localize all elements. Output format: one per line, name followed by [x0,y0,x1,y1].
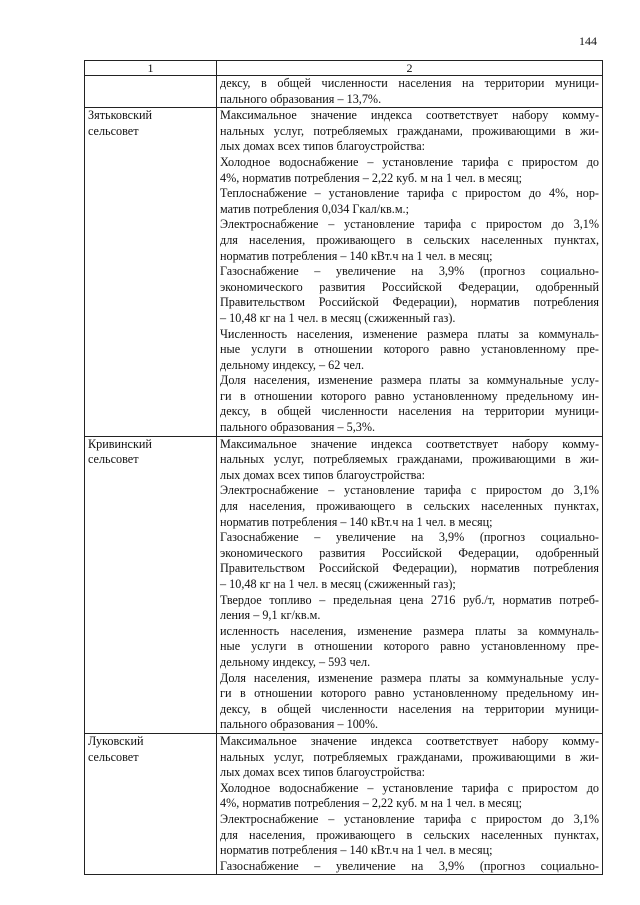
text-line: Правительством Российской Федерации), норматив потребления [220,295,599,310]
text-line: Электроснабжение – установление тарифа с приростом до 3,1% [220,811,599,826]
page-number: 144 [579,34,597,48]
text-line: Электроснабжение – установление тарифа с приростом до 3,1% [220,483,599,498]
text-line: норматив потребления – 140 кВт.ч на 1 чел. в месяц; [220,248,493,263]
text-line: Доля населения, изменение размера платы за коммунальные услу- [220,373,599,388]
text-line: нальных услуг, потребляемых гражданами, проживающими в жи- [220,123,599,138]
text-line: Твердое топливо – предельная цена 2716 руб./т, норматив потреб- [220,592,599,607]
text-line: Численность населения, изменение размера платы за коммуналь- [220,326,599,341]
text-line: экономического развития Российской Федерации, одобренный [220,279,599,294]
column-header-1: 1 [85,61,217,76]
text-line: норматив потребления – 140 кВт.ч на 1 чел. в месяц; [220,514,493,529]
table-row [85,76,603,108]
table-row [85,436,603,733]
text-line: Газоснабжение – увеличение на 3,9% (прогноз социально- [220,264,599,279]
text-line: пального образования – 100%. [220,717,379,732]
text-line: Максимальное значение индекса соответствует набору комму- [220,733,599,748]
text-line: лых домах всех типов благоустройства: [220,765,426,780]
text-line: для населения, проживающего в сельских населенных пунктах, [220,232,599,247]
text-line: Газоснабжение – увеличение на 3,9% (прогноз социально- [220,858,599,873]
municipality-name: Зятьковский сельсовет [85,108,217,436]
text-line: норматив потребления – 140 кВт.ч на 1 чел. в месяц; [220,843,493,858]
text-line: Теплоснабжение – установление тарифа с приростом до 4%, нор- [220,186,599,201]
text-line: Доля населения, изменение размера платы за коммунальные услу- [220,670,599,685]
text-line: Максимальное значение индекса соответствует набору комму- [220,108,599,123]
description-cell [217,76,603,108]
text-line: пального образования – 5,3%. [220,420,376,435]
text-line: ные услуги в отношении которого равно установленному пре- [220,342,599,357]
description-cell [217,108,603,436]
text-line: лых домах всех типов благоустройства: [220,139,426,154]
text-line: Холодное водоснабжение – установление тарифа с приростом до [220,154,599,169]
text-line: ги в отношении которого равно установленному предельному ин- [220,686,599,701]
text-line: дельному индексу, – 593 чел. [220,654,371,669]
text-line: нальных услуг, потребляемых гражданами, проживающими в жи- [220,749,599,764]
municipality-name: Кривинский сельсовет [85,436,217,733]
data-table [84,60,603,875]
description-cell [217,733,603,874]
municipality-name: Луковский сельсовет [85,733,217,874]
table-row [85,108,603,436]
text-line: ные услуги в отношении которого равно установленному пре- [220,639,599,654]
text-line: 4%, норматив потребления – 2,22 куб. м на 1 чел. в месяц; [220,170,522,185]
table-row [85,733,603,874]
text-line: Газоснабжение – увеличение на 3,9% (прогноз социально- [220,530,599,545]
text-line: пального образования – 13,7%. [220,91,382,106]
column-header-2: 2 [217,61,603,76]
text-line: дексу, в общей численности населения на территории муници- [220,404,599,419]
text-line: Правительством Российской Федерации), норматив потребления [220,561,599,576]
text-line: дельному индексу, – 62 чел. [220,357,365,372]
text-line: матив потребления 0,034 Гкал/кв.м.; [220,201,409,216]
text-line: ления – 9,1 кг/кв.м. [220,608,321,623]
text-line: Электроснабжение – установление тарифа с приростом до 3,1% [220,217,599,232]
text-line: для населения, проживающего в сельских населенных пунктах, [220,827,599,842]
text-line: – 10,48 кг на 1 чел. в месяц (сжиженный газ); [220,577,456,591]
description-cell [217,436,603,733]
text-line: Максимальное значение индекса соответствует набору комму- [220,436,599,451]
text-line: – 10,48 кг на 1 чел. в месяц (сжиженный газ). [220,310,456,325]
text-line: дексу, в общей численности населения на территории муници- [220,76,599,90]
text-line: экономического развития Российской Федерации, одобренный [220,545,599,560]
municipality-name [85,76,217,108]
text-line: дексу, в общей численности населения на территории муници- [220,701,599,716]
text-line: нальных услуг, потребляемых гражданами, проживающими в жи- [220,452,599,467]
text-line: 4%, норматив потребления – 2,22 куб. м на 1 чел. в месяц; [220,796,522,811]
table-header-row [85,61,603,76]
text-line: ги в отношении которого равно установленному предельному ин- [220,388,599,403]
text-line: Холодное водоснабжение – установление тарифа с приростом до [220,780,599,795]
text-line: исленность населения, изменение размера платы за коммуналь- [220,623,599,638]
text-line: лых домах всех типов благоустройства: [220,467,426,482]
text-line: для населения, проживающего в сельских населенных пунктах, [220,499,599,514]
